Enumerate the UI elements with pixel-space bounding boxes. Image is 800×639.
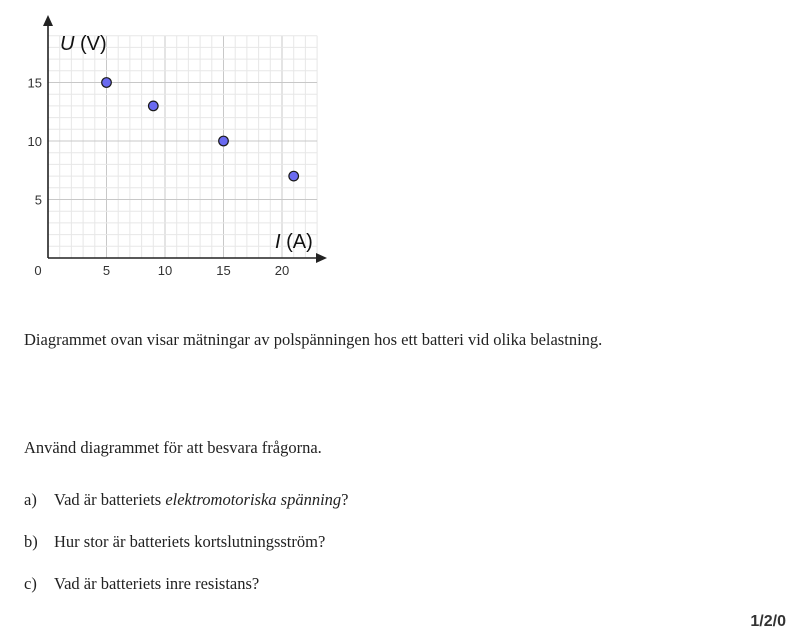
x-axis-label (275, 231, 313, 253)
question-text: Hur stor är batteriets kortslutningsström? (54, 532, 326, 551)
x-axis-arrow (316, 253, 327, 263)
x-axis-variable: I (275, 231, 281, 253)
question-b (24, 532, 325, 552)
score-label: 1/2/0 (750, 613, 786, 630)
y-axis-unit: (V) (80, 33, 107, 55)
y-tick-label: 5 (34, 192, 42, 208)
x-axis-unit: (A) (286, 231, 313, 253)
y-axis-label (60, 33, 107, 55)
intro-text: Diagrammet ovan visar mätningar av polspänningen hos ett batteri vid olika belastning. (24, 330, 603, 349)
y-axis-arrow (43, 15, 53, 26)
question-end: ? (341, 490, 349, 509)
x-tick-label: 20 (274, 263, 290, 278)
chart (0, 0, 340, 290)
data-point (219, 136, 229, 146)
question-a (24, 490, 348, 510)
question-text: Vad är batteriets (54, 490, 166, 509)
question-letter: c) (24, 574, 37, 593)
data-point (149, 101, 159, 111)
question-c (24, 574, 259, 594)
y-tick-label: 15 (27, 75, 42, 91)
prompt-text: Använd diagrammet för att besvara frågorna. (24, 438, 322, 457)
data-point (102, 78, 112, 88)
chart-grid (48, 36, 317, 258)
question-letter: b) (24, 532, 38, 551)
x-tick-label: 5 (102, 263, 111, 278)
question-text: Vad är batteriets inre resistans? (54, 574, 260, 593)
x-tick-label: 10 (157, 263, 173, 278)
question-emphasis: elektromotoriska spänning (165, 490, 342, 509)
y-axis-variable: U (60, 33, 75, 55)
x-tick-label: 15 (216, 263, 231, 278)
question-letter: a) (24, 490, 37, 509)
data-point (289, 171, 299, 181)
y-tick-label: 10 (27, 134, 42, 149)
origin-label: 0 (34, 263, 42, 278)
